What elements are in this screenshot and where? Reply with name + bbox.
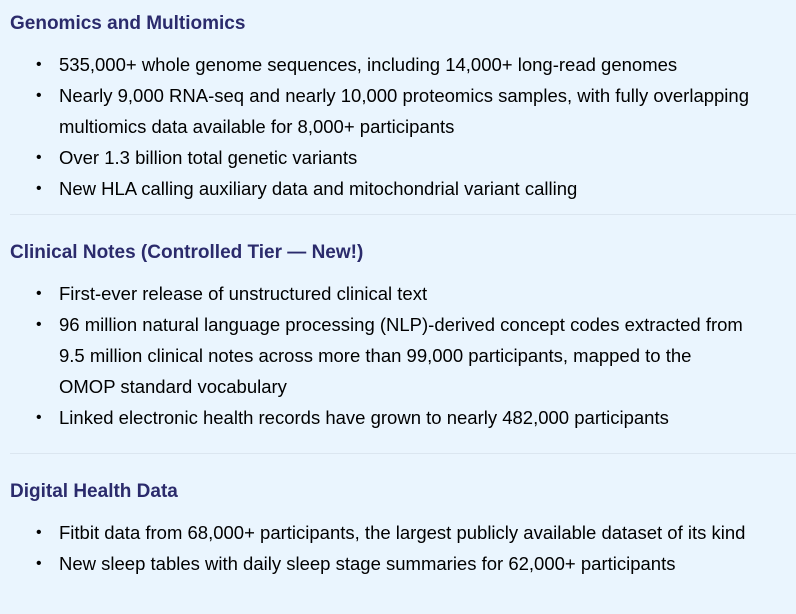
list-item — [10, 548, 750, 579]
list-item — [10, 142, 750, 173]
section-title: Genomics and Multiomics — [10, 13, 246, 34]
list-item-text: Over 1.3 billion total genetic variants — [59, 147, 358, 168]
list-item — [10, 278, 750, 309]
list-item-text: New sleep tables with daily sleep stage summaries for 62,000+ participants — [59, 553, 676, 574]
bullet-icon: • — [36, 180, 42, 197]
bullet-list — [10, 278, 796, 433]
list-item-text: 535,000+ whole genome sequences, including 14,000+ long-read genomes — [59, 54, 678, 75]
list-item-text: New HLA calling auxiliary data and mitochondrial variant calling — [59, 178, 578, 199]
list-item-text: Nearly 9,000 RNA-seq and nearly 10,000 proteomics samples, with fully overlapping multiomics data available for 8,000+ participants — [59, 85, 749, 137]
bullet-list — [10, 49, 796, 204]
list-item — [10, 309, 750, 402]
section-digital-health — [10, 454, 796, 579]
bullet-list — [10, 517, 796, 579]
list-item-text: Fitbit data from 68,000+ participants, the largest publicly available dataset of its kind — [59, 522, 746, 543]
list-item — [10, 49, 750, 80]
list-item — [10, 80, 750, 142]
bullet-icon: • — [36, 524, 42, 541]
bullet-icon: • — [36, 87, 42, 104]
section-title: Digital Health Data — [10, 481, 178, 502]
bullet-icon: • — [36, 409, 42, 426]
bullet-icon: • — [36, 285, 42, 302]
list-item — [10, 173, 750, 204]
section-genomics-multiomics — [10, 0, 796, 204]
list-item-text: 96 million natural language processing (NLP)-derived concept codes extracted from 9.5 million clinical notes across more than 99,000 participants, mapped to the OMOP standard vocabulary — [59, 314, 743, 397]
section-clinical-notes — [10, 215, 796, 433]
list-item — [10, 517, 750, 548]
section-title: Clinical Notes (Controlled Tier — New!) — [10, 242, 364, 263]
list-item — [10, 402, 750, 433]
list-item-text: First-ever release of unstructured clinical text — [59, 283, 428, 304]
bullet-icon: • — [36, 149, 42, 166]
bullet-icon: • — [36, 555, 42, 572]
list-item-text: Linked electronic health records have grown to nearly 482,000 participants — [59, 407, 669, 428]
bullet-icon: • — [36, 316, 42, 333]
bullet-icon: • — [36, 56, 42, 73]
